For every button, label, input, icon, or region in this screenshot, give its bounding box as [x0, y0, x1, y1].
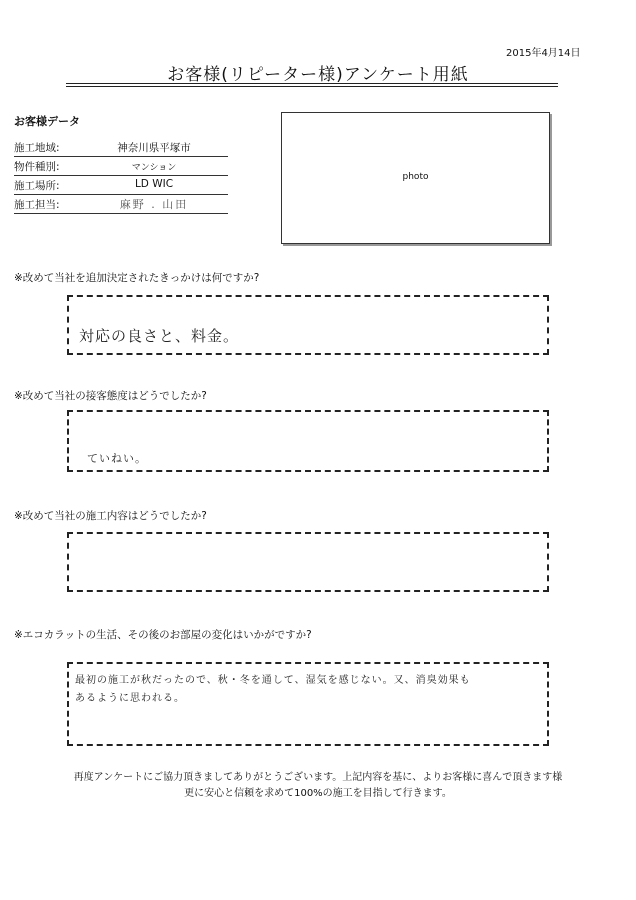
title-underline — [66, 83, 558, 84]
customer-data-heading: お客様データ — [14, 115, 80, 128]
field-value: マンション — [131, 163, 177, 173]
field-label: 物件種別: — [14, 161, 60, 173]
field-label: 施工担当: — [14, 199, 60, 211]
form-title: お客様(リピーター様)アンケート用紙 — [167, 65, 469, 85]
title-underline-thin — [66, 86, 558, 87]
answer-1-handwritten: 対応の良さと、料金。 — [79, 327, 240, 345]
field-construction-location — [14, 177, 228, 195]
field-label: 施工地域: — [14, 142, 60, 154]
photo-placeholder — [281, 112, 550, 244]
field-value: 神奈川県平塚市 — [117, 142, 191, 154]
photo-label: photo — [402, 172, 429, 182]
answer-box-3 — [67, 532, 549, 592]
answer-box-4 — [67, 662, 549, 746]
question-1: ※改めて当社を追加決定されたきっかけは何ですか? — [14, 272, 260, 284]
field-property-type — [14, 158, 228, 176]
field-staff-in-charge — [14, 196, 228, 214]
field-value-handwritten: 麻野 . 山田 — [119, 198, 189, 211]
question-2: ※改めて当社の接客態度はどうでしたか? — [14, 390, 207, 402]
answer-2-handwritten: ていねい。 — [87, 452, 147, 465]
survey-date: 2015年4月14日 — [506, 48, 581, 59]
field-label: 施工場所: — [14, 180, 60, 192]
footer-message-line2: 更に安心と信頼を求めて100%の施工を目指して行きます。 — [184, 788, 452, 799]
question-4: ※エコカラットの生活、その後のお部屋の変化はいかがですか? — [14, 629, 312, 641]
field-value: LD WIC — [134, 178, 174, 190]
answer-box-2 — [67, 410, 549, 472]
field-construction-area — [14, 139, 228, 157]
answer-box-1 — [67, 295, 549, 355]
question-3: ※改めて当社の施工内容はどうでしたか? — [14, 510, 207, 522]
answer-4-handwritten-line1: 最初の施工が秋だったので、秋・冬を通して、湿気を感じない。又、消臭効果も — [75, 675, 471, 686]
footer-message-line1: 再度アンケートにご協力頂きましてありがとうございます。上記内容を基に、よりお客様に喜んで頂きます様 — [73, 772, 563, 783]
answer-4-handwritten-line2: あるように思われる。 — [75, 693, 185, 704]
